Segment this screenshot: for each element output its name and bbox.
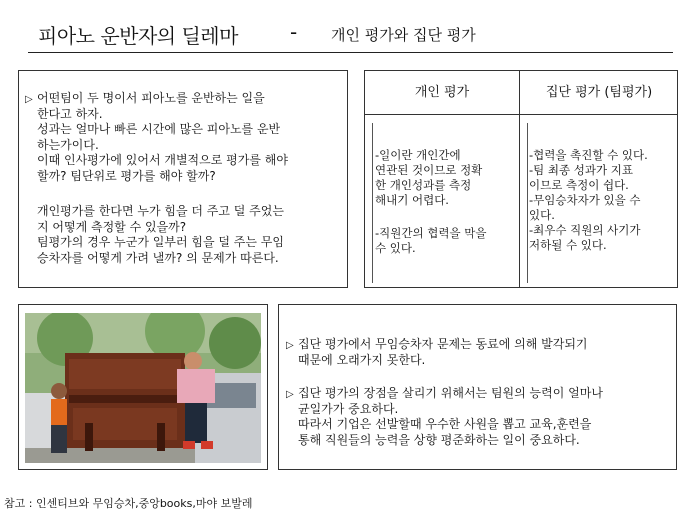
title-separator: - <box>290 20 298 44</box>
page-subtitle: 개인 평가와 집단 평가 <box>331 26 476 44</box>
photo-frame <box>18 304 268 470</box>
insight-box <box>278 304 677 470</box>
title-bar <box>28 12 673 53</box>
triangle-right-icon: ▷ <box>286 340 294 351</box>
left-column-rule <box>372 123 373 283</box>
column-divider <box>519 71 520 287</box>
scenario-paragraph-2: 개인평가를 한다면 누가 힘을 더 주고 덜 주었는 지 어떻게 측정할 수 있을까? 팀평가의 경우 누군가 일부러 힘을 덜 주는 무임 승차자를 어떻게 가려 낼까? 의 문제가 따른다. <box>37 204 284 265</box>
scenario-paragraph-1: 어떤팀이 두 명이서 피아노를 운반하는 일을 한다고 하자. 성과는 얼마나 빠른 시간에 많은 피아노를 운반 하는가이다. 이때 인사평가에 있어서 개별적으로 평가를 해야 할까? 팀단위로 평가를 해야 할까? <box>37 91 288 183</box>
page-title: 피아노 운반자의 딜레마 <box>38 24 238 48</box>
header-group-evaluation: 집단 평가 (팀평가) <box>520 71 678 115</box>
individual-cons-1: -일이란 개인간에 연관된 것이므로 정확 한 개인성과를 측정 해내기 어렵다. <box>375 148 483 207</box>
insight-paragraph-2: 집단 평가의 장점을 살리기 위해서는 팀원의 능력이 얼마나 균일가가 중요하다. 따라서 기업은 선발할때 우수한 사원을 뽑고 교육,훈련을 통해 직원들의 능력을 상향 평준화하는 일이 중요하다. <box>298 386 603 447</box>
triangle-right-icon: ▷ <box>25 94 33 105</box>
right-column-rule <box>527 123 528 283</box>
comparison-table <box>364 70 678 288</box>
individual-cons-2: -직원간의 협력을 막을 수 있다. <box>375 226 487 255</box>
group-pros-cons: -협력을 촉진할 수 있다. -팀 최종 성과가 지표 이므로 측정이 쉽다. -무임승차자가 있을 수 있다. -최우수 직원의 사기가 저하될 수 있다. <box>529 148 648 252</box>
insight-paragraph-1: 집단 평가에서 무임승차자 문제는 동료에 의해 발각되기 때문에 오래가지 못한다. <box>298 337 588 367</box>
header-individual-evaluation: 개인 평가 <box>365 71 519 115</box>
scenario-box <box>18 70 348 288</box>
triangle-right-icon: ▷ <box>286 389 294 400</box>
piano-movers-photo <box>25 313 261 463</box>
reference-footer: 참고 : 인센티브와 무임승차,중앙books,마야 보발레 <box>4 497 253 510</box>
